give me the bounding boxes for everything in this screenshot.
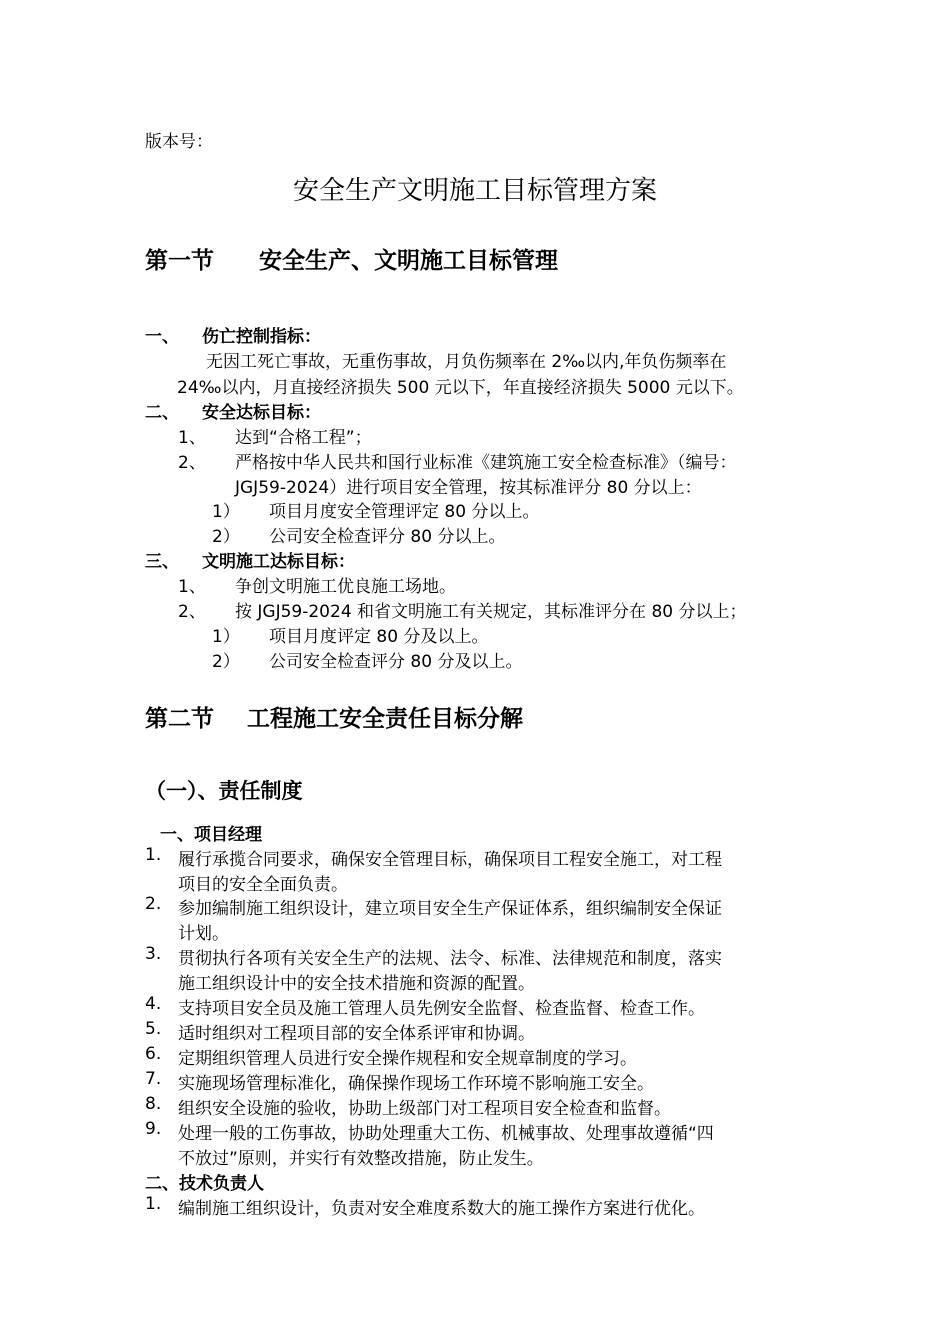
tech-item-text: 编制施工组织设计，负责对安全难度系数大的施工操作方案进行优化。 <box>178 1199 705 1219</box>
section1-title: 安全生产、文明施工目标管理 <box>259 248 558 274</box>
pm-item-number: 4. <box>145 994 162 1014</box>
section2-number: 第二节 <box>145 706 214 732</box>
pm-item-text: 履行承揽合同要求，确保安全管理目标，确保项目工程安全施工，对工程 <box>178 850 722 870</box>
pm-item-number: 9. <box>145 1119 162 1139</box>
part3-number: 三、 <box>145 552 179 572</box>
part1-number: 一、 <box>145 327 179 347</box>
part3-item1-number: 1、 <box>178 577 206 597</box>
pm-item-text: 处理一般的工伤事故，协助处理重大工伤、机械事故、处理事故遵循“四 <box>178 1124 714 1144</box>
pm-item-number: 1. <box>145 845 162 865</box>
pm-item-text: 支持项目安全员及施工管理人员先例安全监督、检查监督、检查工作。 <box>178 999 705 1019</box>
pm-item-text: 组织安全设施的验收，协助上级部门对工程项目安全检查和监督。 <box>178 1099 671 1119</box>
pm-item-text: 贯彻执行各项有关安全生产的法规、法令、标准、法律规范和制度，落实 <box>178 949 722 969</box>
pm-item-number: 3. <box>145 944 162 964</box>
part1-text-line2: 24‰以内，月直接经济损失 500 元以下，年直接经济损失 5000 元以下。 <box>177 378 744 398</box>
part2-item2-text-line2: JGJ59-2024）进行项目安全管理，按其标准评分 80 分以上： <box>235 478 702 498</box>
part2-item2-text-line1: 严格按中华人民共和国行业标准《建筑施工安全检查标准》（编号： <box>235 453 737 473</box>
part3-item1-text: 争创文明施工优良施工场地。 <box>235 577 456 597</box>
part2-number: 二、 <box>145 403 179 423</box>
pm-heading: 一、项目经理 <box>160 825 262 845</box>
part2-item1-number: 1、 <box>178 428 206 448</box>
part1-title: 伤亡控制指标： <box>202 327 321 347</box>
pm-item-number: 2. <box>145 894 162 914</box>
tech-lead-heading: 二、技术负责人 <box>145 1174 264 1194</box>
part2-sub2-number: 2） <box>212 527 240 547</box>
part2-sub2-text: 公司安全检查评分 80 分以上。 <box>269 527 506 547</box>
pm-item-number: 6. <box>145 1044 162 1064</box>
part2-sub1-text: 项目月度安全管理评定 80 分以上。 <box>269 502 540 522</box>
part3-sub2-text: 公司安全检查评分 80 分及以上。 <box>269 652 523 672</box>
part3-item2-text: 按 JGJ59-2024 和省文明施工有关规定，其标准评分在 80 分以上； <box>235 602 747 622</box>
part1-text-line1: 无因工死亡事故，无重伤事故，月负伤频率在 2‰以内,年负伤频率在 <box>206 352 727 372</box>
pm-item-text-cont: 施工组织设计中的安全技术措施和资源的配置。 <box>178 974 535 994</box>
part3-sub1-number: 1） <box>212 627 240 647</box>
pm-item-number: 8. <box>145 1094 162 1114</box>
part3-sub2-number: 2） <box>212 652 240 672</box>
section2-title: 工程施工安全责任目标分解 <box>247 706 523 732</box>
pm-item-text: 参加编制施工组织设计，建立项目安全生产保证体系，组织编制安全保证 <box>178 899 722 919</box>
part2-title: 安全达标目标： <box>202 403 321 423</box>
part3-title: 文明施工达标目标： <box>202 552 355 572</box>
part3-sub1-text: 项目月度评定 80 分及以上。 <box>269 627 489 647</box>
pm-item-text: 实施现场管理标准化，确保操作现场工作环境不影响施工安全。 <box>178 1074 654 1094</box>
version-label: 版本号： <box>145 132 213 152</box>
pm-item-text-cont: 不放过”原则，并实行有效整改措施，防止发生。 <box>178 1149 544 1169</box>
pm-item-number: 7. <box>145 1069 162 1089</box>
tech-item-number: 1. <box>145 1194 162 1214</box>
document-title: 安全生产文明施工目标管理方案 <box>292 176 657 206</box>
pm-item-text-cont: 计划。 <box>178 924 229 944</box>
part2-item1-text: 达到“合格工程”； <box>235 428 372 448</box>
part2-item2-number: 2、 <box>178 453 206 473</box>
section1-number: 第一节 <box>145 248 214 274</box>
part2-sub1-number: 1） <box>212 502 240 522</box>
pm-item-text-cont: 项目的安全全面负责。 <box>178 875 348 895</box>
pm-item-number: 5. <box>145 1019 162 1039</box>
pm-item-text: 定期组织管理人员进行安全操作规程和安全规章制度的学习。 <box>178 1049 637 1069</box>
responsibility-heading: （一）、责任制度 <box>145 779 303 803</box>
part3-item2-number: 2、 <box>178 602 206 622</box>
pm-item-text: 适时组织对工程项目部的安全体系评审和协调。 <box>178 1024 535 1044</box>
